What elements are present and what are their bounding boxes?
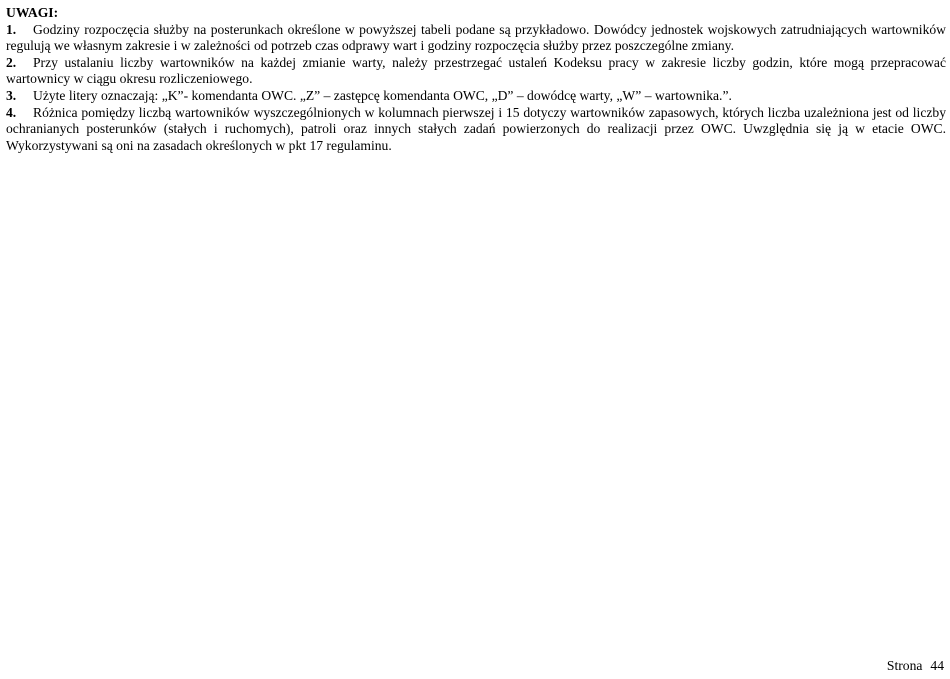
- note-number: 4.: [6, 104, 17, 120]
- note-number: 3.: [6, 87, 17, 103]
- note-text: Przy ustalaniu liczby wartowników na każdej zmianie warty, należy przestrzegać ustaleń Kodeksu pracy w zakresie liczby godzin, które mogą przepracować wartownicy w ciągu okresu rozliczeniowego.: [6, 54, 946, 87]
- note-text: Godziny rozpoczęcia służby na posterunkach określone w powyższej tabeli podane są przykładowo. Dowódcy jednostek wojskowych zatrudniających wartowników regulują we własnym zakresie i w zależności od potrzeb czas odprawy wart i godziny rozpoczęcia służby przez poszczególne zmiany.: [6, 21, 946, 54]
- note-item-3: [6, 88, 946, 105]
- note-number: 1.: [6, 21, 17, 37]
- notes-section: [6, 5, 946, 154]
- note-item-4: [6, 105, 946, 155]
- note-item-2: [6, 55, 946, 88]
- page-number: 44: [930, 658, 944, 673]
- note-number: 2.: [6, 54, 17, 70]
- note-text: Różnica pomiędzy liczbą wartowników wyszczególnionych w kolumnach pierwszej i 15 dotyczy wartowników zapasowych, których liczba uzależniona jest od liczby ochranianych posterunków (stałych i ruchomych), patroli oraz innych stałych zadań powierzonych do realizacji przez OWC. Uwzględnia się ją w etacie OWC. Wykorzystywani są oni na zasadach określonych w pkt 17 regulaminu.: [6, 104, 946, 153]
- page-label: Strona: [886, 658, 923, 673]
- notes-heading: UWAGI:: [6, 5, 59, 20]
- note-text: Użyte litery oznaczają: „K”- komendanta OWC. „Z” – zastępcę komendanta OWC, „D” – dowódcę warty, „W” – wartownika.”.: [33, 87, 732, 103]
- note-item-1: [6, 22, 946, 55]
- page-footer: [887, 658, 944, 674]
